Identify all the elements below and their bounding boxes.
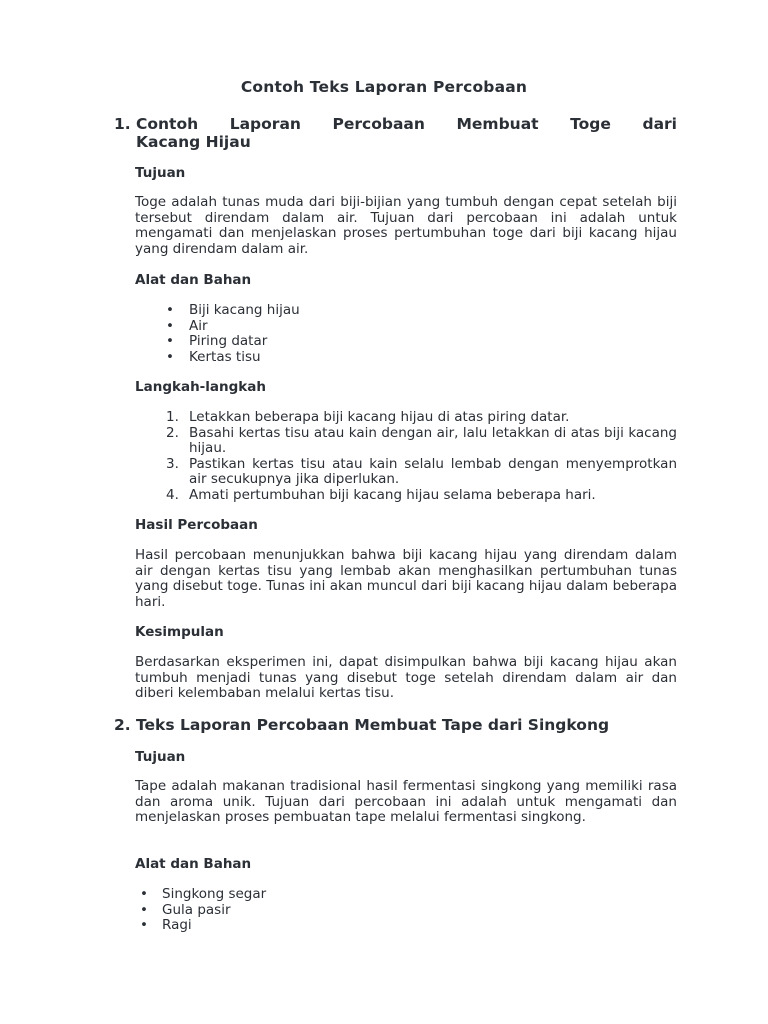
document-title: Contoh Teks Laporan Percobaan [240, 78, 528, 96]
section-2-tujuan-text: Tape adalah makanan tradisional hasil fermentasi singkong yang memiliki rasa dan aroma unik. Tujuan dari percobaan ini adalah untuk mengamati dan menjelaskan proses pembuatan tape melalui fermentasi singkong. [135, 778, 677, 825]
section-1-alat-list [135, 303, 300, 365]
section-1-kesimpulan-label: Kesimpulan [135, 624, 224, 640]
list-item: • Air [166, 317, 208, 334]
section-2-heading [114, 716, 677, 734]
section-1-alat-label: Alat dan Bahan [135, 272, 252, 288]
list-item: • Ragi [140, 917, 192, 933]
section-1-heading-line1: Contoh Laporan Percobaan Membuat Toge dari [136, 115, 677, 133]
section-1-number: 1. [114, 115, 131, 133]
list-item: 2. Basahi kertas tisu atau kain dengan air, lalu letakkan di atas biji kacang hijau. [166, 424, 677, 456]
section-1-kesimpulan-text: Berdasarkan eksperimen ini, dapat disimpulkan bahwa biji kacang hijau akan tumbuh menjadi tunas yang disebut toge setelah direndam dalam air dan diberi kelembaban melalui kertas tisu. [135, 654, 677, 701]
section-2-alat-list [135, 887, 266, 934]
list-item: 1. Letakkan beberapa biji kacang hijau di atas piring datar. [166, 409, 570, 425]
list-item: 3. Pastikan kertas tisu atau kain selalu lembab dengan menyemprotkan air secukupnya jika diperlukan. [166, 455, 677, 487]
section-1-tujuan-text: Toge adalah tunas muda dari biji-bijian yang tumbuh dengan cepat setelah biji tersebut direndam dalam air. Tujuan dari percobaan ini adalah untuk mengamati dan menjelaskan proses pertumbuhan toge dari biji kacang hijau yang direndam dalam air. [135, 194, 677, 257]
list-item: 4. Amati pertumbuhan biji kacang hijau selama beberapa hari. [166, 486, 596, 503]
section-1-langkah-list [135, 410, 677, 503]
section-1-hasil-label: Hasil Percobaan [135, 517, 258, 533]
list-item: • Kertas tisu [166, 348, 261, 365]
section-1-tujuan-label: Tujuan [135, 165, 186, 181]
list-item: • Piring datar [166, 333, 268, 349]
section-2-alat-label: Alat dan Bahan [135, 856, 252, 872]
section-2-number: 2. [114, 716, 131, 734]
section-1-langkah-label: Langkah-langkah [135, 379, 266, 395]
section-2-tujuan-label: Tujuan [135, 749, 186, 765]
list-item: • Singkong segar [140, 886, 267, 902]
section-2-heading-text: Teks Laporan Percobaan Membuat Tape dari Singkong [136, 716, 610, 734]
section-1-heading [114, 115, 677, 151]
list-item: • Biji kacang hijau [166, 302, 300, 318]
list-item: • Gula pasir [140, 901, 231, 918]
section-1-hasil-text: Hasil percobaan menunjukkan bahwa biji kacang hijau yang direndam dalam air dengan kertas tisu yang lembab akan menghasilkan pertumbuhan tunas yang disebut toge. Tunas ini akan muncul dari biji kacang hijau dalam beberapa hari. [135, 547, 677, 610]
section-1-heading-line2: Kacang Hijau [136, 133, 251, 151]
